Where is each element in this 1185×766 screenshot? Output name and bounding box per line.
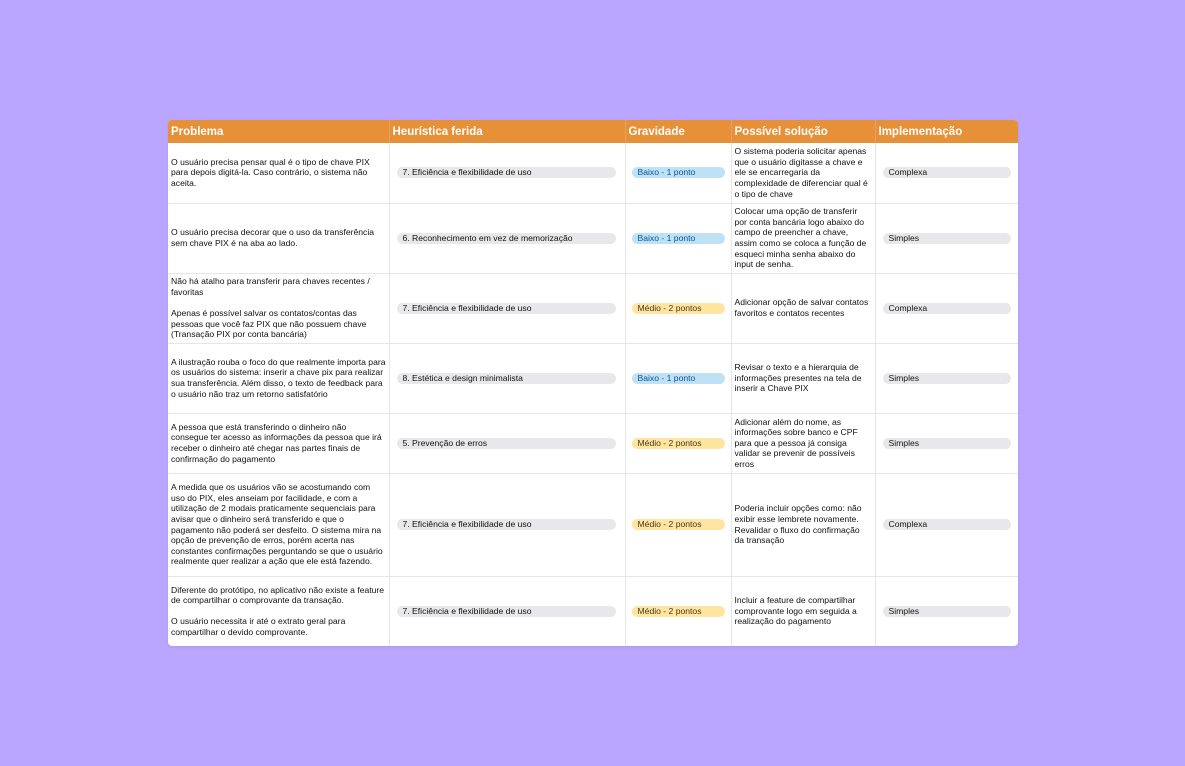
severity-chip: Baixo - 1 ponto bbox=[632, 233, 725, 244]
header-problema[interactable]: Problema bbox=[168, 120, 389, 143]
header-solucao[interactable]: Possível solução bbox=[731, 120, 875, 143]
solution-cell[interactable]: Colocar uma opção de transferir por conta bancária logo abaixo do campo de preencher a chave, assim como se coloca a função de esqueci minha senha abaixo do input de senha. bbox=[731, 203, 875, 273]
table-row bbox=[168, 203, 1018, 273]
implementation-cell[interactable] bbox=[875, 576, 1018, 646]
severity-cell[interactable] bbox=[625, 413, 731, 473]
table-body bbox=[168, 143, 1018, 646]
severity-cell[interactable] bbox=[625, 473, 731, 576]
severity-cell[interactable] bbox=[625, 203, 731, 273]
table-row bbox=[168, 473, 1018, 576]
heuristic-cell[interactable] bbox=[389, 273, 625, 343]
heuristic-evaluation-table bbox=[168, 120, 1018, 646]
severity-chip: Baixo - 1 ponto bbox=[632, 167, 725, 178]
heuristic-chip: 6. Reconhecimento em vez de memorização bbox=[397, 233, 616, 244]
heuristic-chip: 7. Eficiência e flexibilidade de uso bbox=[397, 167, 616, 178]
implementation-chip: Simples bbox=[883, 373, 1012, 384]
severity-cell[interactable] bbox=[625, 343, 731, 413]
heuristic-cell[interactable] bbox=[389, 203, 625, 273]
implementation-cell[interactable] bbox=[875, 413, 1018, 473]
heuristic-chip: 7. Eficiência e flexibilidade de uso bbox=[397, 303, 616, 314]
implementation-chip: Simples bbox=[883, 438, 1012, 449]
heuristic-cell[interactable] bbox=[389, 576, 625, 646]
table-row bbox=[168, 413, 1018, 473]
heuristic-cell[interactable] bbox=[389, 143, 625, 203]
implementation-chip: Complexa bbox=[883, 519, 1012, 530]
implementation-cell[interactable] bbox=[875, 273, 1018, 343]
table bbox=[168, 120, 1018, 646]
solution-cell[interactable]: Poderia incluir opções como: não exibir esse lembrete novamente. Revalidar o fluxo do confirmação da transação bbox=[731, 473, 875, 576]
implementation-chip: Complexa bbox=[883, 303, 1012, 314]
solution-cell[interactable]: Incluir a feature de compartilhar comprovante logo em seguida a realização do pagamento bbox=[731, 576, 875, 646]
problem-cell[interactable]: Diferente do protótipo, no aplicativo não existe a feature de compartilhar o comprovante da transação. O usuário necessita ir até o extrato geral para compartilhar o devido comprovante. bbox=[168, 576, 389, 646]
header-heuristica[interactable]: Heurística ferida bbox=[389, 120, 625, 143]
solution-cell[interactable]: Adicionar opção de salvar contatos favoritos e contatos recentes bbox=[731, 273, 875, 343]
implementation-chip: Simples bbox=[883, 606, 1012, 617]
table-header bbox=[168, 120, 1018, 143]
heuristic-chip: 7. Eficiência e flexibilidade de uso bbox=[397, 519, 616, 530]
implementation-cell[interactable] bbox=[875, 143, 1018, 203]
severity-chip: Médio - 2 pontos bbox=[632, 606, 725, 617]
problem-cell[interactable]: O usuário precisa pensar qual é o tipo de chave PIX para depois digitá-la. Caso contrário, o sistema não aceita. bbox=[168, 143, 389, 203]
table-row bbox=[168, 143, 1018, 203]
severity-chip: Baixo - 1 ponto bbox=[632, 373, 725, 384]
header-implementacao[interactable]: Implementação bbox=[875, 120, 1018, 143]
heuristic-cell[interactable] bbox=[389, 473, 625, 576]
problem-cell[interactable]: A ilustração rouba o foco do que realmente importa para os usuários do sistema: inserir a chave pix para realizar sua transferência. Além disso, o texto de feedback para o usuário não traz um retorno satisfatório bbox=[168, 343, 389, 413]
heuristic-cell[interactable] bbox=[389, 343, 625, 413]
solution-cell[interactable]: Revisar o texto e a hierarquia de informações presentes na tela de inserir a Chave PIX bbox=[731, 343, 875, 413]
table-row bbox=[168, 273, 1018, 343]
severity-chip: Médio - 2 pontos bbox=[632, 303, 725, 314]
severity-chip: Médio - 2 pontos bbox=[632, 519, 725, 530]
severity-chip: Médio - 2 pontos bbox=[632, 438, 725, 449]
table-row bbox=[168, 343, 1018, 413]
header-gravidade[interactable]: Gravidade bbox=[625, 120, 731, 143]
implementation-chip: Complexa bbox=[883, 167, 1012, 178]
implementation-cell[interactable] bbox=[875, 473, 1018, 576]
implementation-cell[interactable] bbox=[875, 343, 1018, 413]
heuristic-chip: 7. Eficiência e flexibilidade de uso bbox=[397, 606, 616, 617]
implementation-cell[interactable] bbox=[875, 203, 1018, 273]
severity-cell[interactable] bbox=[625, 143, 731, 203]
problem-cell[interactable]: A pessoa que está transferindo o dinheiro não consegue ter acesso as informações da pessoa que irá receber o dinheiro até chegar nas partes finais de confirmação do pagamento bbox=[168, 413, 389, 473]
solution-cell[interactable]: Adicionar além do nome, as informações sobre banco e CPF para que a pessoa já consiga validar se prevenir de possíveis erros bbox=[731, 413, 875, 473]
severity-cell[interactable] bbox=[625, 273, 731, 343]
implementation-chip: Simples bbox=[883, 233, 1012, 244]
problem-cell[interactable]: A medida que os usuários vão se acostumando com uso do PIX, eles anseiam por facilidade, e com a utilização de 2 modais praticamente sequenciais para avisar que o dinheiro será transferido e que o pagamento não poderá ser desfeito. O sistema mira na opção de prevenção de erros, porém acerta nas constantes confirmações perguntando se que o usuário realmente quer realizar a ação que ele está fazendo. bbox=[168, 473, 389, 576]
heuristic-chip: 5. Prevenção de erros bbox=[397, 438, 616, 449]
problem-cell[interactable]: Não há atalho para transferir para chaves recentes / favoritas Apenas é possível salvar os contatos/contas das pessoas que você faz PIX que não possuem chave (Transação PIX por conta bancária) bbox=[168, 273, 389, 343]
heuristic-cell[interactable] bbox=[389, 413, 625, 473]
table-row bbox=[168, 576, 1018, 646]
solution-cell[interactable]: O sistema poderia solicitar apenas que o usuário digitasse a chave e ele se encarregaria da complexidade de diferenciar qual é o tipo de chave bbox=[731, 143, 875, 203]
problem-cell[interactable]: O usuário precisa decorar que o uso da transferência sem chave PIX é na aba ao lado. bbox=[168, 203, 389, 273]
heuristic-chip: 8. Estética e design minimalista bbox=[397, 373, 616, 384]
severity-cell[interactable] bbox=[625, 576, 731, 646]
